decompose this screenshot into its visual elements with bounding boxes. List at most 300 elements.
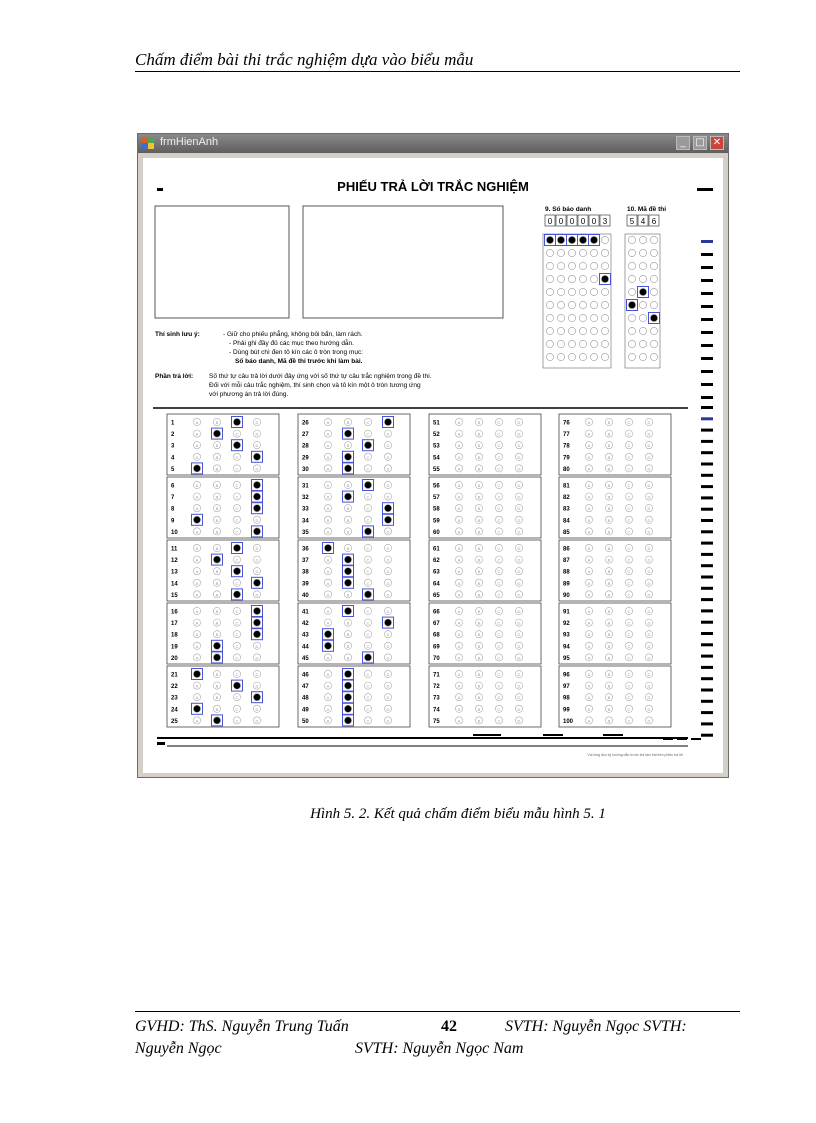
choice-letter: A (195, 580, 199, 586)
timing-mark (701, 711, 713, 714)
choice-letter: D (386, 494, 390, 500)
question-number: 37 (302, 558, 309, 565)
choice-letter: D (386, 672, 390, 677)
choice-letter: A (587, 494, 591, 500)
choice-letter: B (477, 431, 481, 437)
question-number: 15 (171, 592, 178, 599)
timing-mark (691, 738, 701, 740)
choice-letter: B (215, 454, 219, 460)
choice-letter: B (346, 517, 350, 523)
app-window (137, 133, 729, 778)
choice-letter: B (607, 580, 611, 586)
question-block (167, 540, 279, 601)
empty-bubble (639, 275, 646, 282)
choice-letter: B (477, 494, 481, 500)
choice-letter: D (647, 643, 651, 649)
choice-letter: C (497, 683, 501, 689)
empty-bubble (628, 275, 635, 282)
empty-bubble (579, 340, 586, 347)
timing-mark (701, 621, 713, 624)
empty-bubble (639, 353, 646, 360)
empty-bubble (557, 288, 564, 295)
question-block (559, 603, 671, 664)
choice-letter: C (366, 454, 370, 460)
choice-letter: A (457, 695, 461, 701)
choice-letter: C (366, 431, 370, 437)
empty-bubble (568, 327, 575, 334)
choice-letter: C (627, 672, 631, 677)
choice-letter: B (477, 620, 481, 626)
empty-bubble (639, 236, 646, 243)
choice-letter: D (255, 443, 259, 449)
choice-letter: C (497, 672, 501, 677)
choice-letter: A (587, 506, 591, 512)
question-number: 52 (433, 432, 440, 439)
choice-letter: C (497, 529, 501, 535)
question-number: 83 (563, 506, 570, 513)
choice-letter: C (366, 443, 370, 449)
empty-bubble (579, 301, 586, 308)
footer-svth-1: SVTH: Nguyễn Ngọc SVTH: (505, 1018, 687, 1035)
choice-letter: D (517, 466, 521, 472)
choice-letter: D (647, 466, 651, 472)
question-number: 59 (433, 518, 440, 525)
empty-bubble (568, 249, 575, 256)
choice-letter: C (627, 483, 631, 488)
choice-letter: D (386, 592, 390, 598)
choice-letter: A (587, 557, 591, 563)
choice-letter: D (517, 683, 521, 689)
choice-letter: D (647, 620, 651, 626)
choice-letter: A (587, 592, 591, 598)
choice-letter: D (517, 546, 521, 551)
choice-letter: D (647, 529, 651, 535)
choice-letter: C (497, 420, 501, 425)
choice-letter: A (587, 695, 591, 701)
choice-letter: A (195, 466, 199, 472)
timing-mark (701, 266, 713, 269)
choice-letter: A (195, 643, 199, 649)
question-number: 30 (302, 466, 309, 473)
choice-letter: C (627, 655, 631, 661)
choice-letter: B (477, 506, 481, 512)
choice-letter: D (647, 672, 651, 677)
empty-bubble (601, 288, 608, 295)
choice-letter: C (627, 580, 631, 586)
empty-bubble (650, 353, 657, 360)
empty-bubble (568, 301, 575, 308)
choice-letter: A (587, 718, 591, 724)
choice-letter: A (195, 454, 199, 460)
choice-letter: B (346, 529, 350, 535)
empty-bubble (557, 275, 564, 282)
choice-letter: D (517, 420, 521, 425)
choice-letter: C (235, 529, 239, 535)
choice-letter: B (215, 655, 219, 661)
minimize-button[interactable]: _ (676, 136, 690, 150)
timing-mark (701, 357, 713, 360)
question-number: 69 (433, 644, 440, 651)
choice-letter: C (366, 546, 370, 551)
choice-letter: A (326, 454, 330, 460)
choice-letter: A (587, 609, 591, 614)
choice-letter: B (477, 529, 481, 535)
empty-bubble (557, 353, 564, 360)
choice-letter: B (215, 443, 219, 449)
choice-letter: D (647, 592, 651, 598)
question-block (559, 414, 671, 475)
choice-letter: A (587, 546, 591, 551)
choice-letter: D (255, 683, 259, 689)
question-number: 48 (302, 695, 309, 702)
question-number: 41 (302, 609, 309, 616)
question-number: 19 (171, 644, 178, 651)
empty-bubble (568, 275, 575, 282)
choice-letter: A (195, 431, 199, 437)
choice-letter: C (627, 695, 631, 701)
question-number: 85 (563, 529, 570, 536)
question-number: 53 (433, 443, 440, 450)
choice-letter: A (587, 529, 591, 535)
question-number: 5 (171, 466, 175, 473)
digit-value: 0 (558, 217, 564, 226)
timing-mark (701, 463, 713, 466)
question-number: 29 (302, 455, 309, 462)
choice-letter: C (366, 517, 370, 523)
choice-letter: B (477, 632, 481, 638)
choice-letter: D (647, 569, 651, 575)
choice-letter: A (457, 506, 461, 512)
choice-letter: B (215, 483, 219, 488)
choice-letter: C (235, 609, 239, 614)
empty-bubble (568, 340, 575, 347)
window-titlebar (138, 134, 728, 153)
choice-letter: D (255, 718, 259, 724)
choice-letter: C (235, 420, 239, 425)
choice-letter: C (497, 494, 501, 500)
choice-letter: B (607, 420, 611, 425)
choice-letter: B (477, 580, 481, 586)
choice-letter: D (255, 454, 259, 460)
empty-bubble (590, 314, 597, 321)
question-block (429, 414, 541, 475)
choice-letter: A (457, 454, 461, 460)
choice-letter: A (587, 569, 591, 575)
question-block (429, 540, 541, 601)
choice-letter: D (517, 655, 521, 661)
choice-letter: C (497, 483, 501, 488)
question-number: 28 (302, 443, 309, 450)
choice-letter: D (647, 655, 651, 661)
timing-mark (701, 344, 713, 347)
choice-letter: D (255, 466, 259, 472)
choice-letter: A (457, 557, 461, 563)
choice-letter: D (386, 695, 390, 701)
choice-letter: D (386, 580, 390, 586)
choice-letter: C (627, 592, 631, 598)
choice-letter: B (607, 643, 611, 649)
choice-letter: B (477, 706, 481, 712)
choice-letter: C (497, 632, 501, 638)
question-number: 60 (433, 529, 440, 536)
question-number: 86 (563, 546, 570, 553)
question-number: 94 (563, 644, 570, 651)
choice-letter: D (517, 557, 521, 563)
maximize-button[interactable]: □ (693, 136, 707, 150)
choice-letter: B (215, 517, 219, 523)
timing-mark (701, 496, 713, 499)
question-number: 10 (171, 529, 178, 536)
timing-mark (701, 632, 713, 635)
question-number: 65 (433, 592, 440, 599)
choice-letter: D (647, 580, 651, 586)
choice-letter: C (627, 431, 631, 437)
question-number: 99 (563, 707, 570, 714)
timing-mark (701, 553, 713, 556)
choice-letter: A (457, 483, 461, 488)
timing-mark (701, 331, 713, 334)
empty-bubble (650, 275, 657, 282)
footer-gvhd: GVHD: ThS. Nguyễn Trung Tuấn (135, 1018, 349, 1035)
window-title: frmHienAnh (160, 136, 219, 148)
question-number: 9 (171, 518, 175, 525)
choice-letter: A (195, 592, 199, 598)
question-number: 95 (563, 655, 570, 662)
choice-letter: B (607, 466, 611, 472)
question-number: 97 (563, 684, 570, 691)
question-number: 6 (171, 483, 175, 490)
choice-letter: A (195, 557, 199, 563)
choice-letter: B (215, 557, 219, 563)
choice-letter: C (235, 431, 239, 437)
choice-letter: A (587, 632, 591, 638)
question-number: 75 (433, 718, 440, 725)
timing-mark (473, 734, 501, 736)
choice-letter: A (326, 506, 330, 512)
empty-bubble (650, 236, 657, 243)
choice-letter: B (607, 632, 611, 638)
page-header: Chấm điểm bài thi trắc nghiệm dựa vào biểu mẫu (135, 50, 474, 69)
choice-letter: B (477, 483, 481, 488)
choice-letter: C (235, 643, 239, 649)
question-number: 81 (563, 483, 570, 490)
choice-letter: D (255, 569, 259, 575)
choice-letter: C (497, 592, 501, 598)
choice-letter: B (346, 483, 350, 488)
question-number: 4 (171, 455, 175, 462)
choice-letter: C (366, 466, 370, 472)
timing-mark (701, 370, 713, 373)
choice-letter: C (235, 483, 239, 488)
question-number: 55 (433, 466, 440, 473)
choice-letter: C (366, 643, 370, 649)
timing-mark (701, 666, 713, 669)
choice-letter: A (457, 672, 461, 677)
choice-letter: A (457, 706, 461, 712)
question-number: 79 (563, 455, 570, 462)
signature-box (303, 206, 503, 318)
question-block (429, 666, 541, 727)
question-number: 2 (171, 432, 175, 439)
timing-mark (701, 564, 713, 567)
choice-letter: B (607, 609, 611, 614)
choice-letter: C (497, 443, 501, 449)
choice-letter: C (497, 655, 501, 661)
empty-bubble (601, 262, 608, 269)
choice-letter: A (326, 718, 330, 724)
empty-bubble (546, 327, 553, 334)
question-number: 12 (171, 558, 178, 565)
made-label: 10. Mã đề thi (627, 206, 667, 213)
choice-letter: A (457, 655, 461, 661)
choice-letter: B (477, 695, 481, 701)
choice-letter: C (497, 557, 501, 563)
question-number: 73 (433, 695, 440, 702)
question-number: 21 (171, 672, 178, 679)
empty-bubble (601, 314, 608, 321)
empty-bubble (590, 249, 597, 256)
choice-letter: B (215, 683, 219, 689)
empty-bubble (650, 288, 657, 295)
footer-svth-2: Nguyễn Ngọc (135, 1040, 222, 1057)
footer-rule (135, 1011, 740, 1012)
choice-letter: A (457, 569, 461, 575)
filled-bubble (568, 236, 575, 243)
choice-letter: B (346, 506, 350, 512)
choice-letter: D (255, 483, 259, 488)
choice-letter: C (627, 454, 631, 460)
empty-bubble (601, 249, 608, 256)
question-block (559, 666, 671, 727)
choice-letter: D (255, 643, 259, 649)
choice-letter: B (477, 569, 481, 575)
choice-letter: C (627, 557, 631, 563)
question-number: 72 (433, 684, 440, 691)
choice-letter: C (235, 706, 239, 712)
choice-letter: A (326, 672, 330, 677)
empty-bubble (546, 275, 553, 282)
note-line-4: Số báo danh, Mã đề thi trước khi làm bài. (235, 358, 363, 365)
choice-letter: A (587, 420, 591, 425)
choice-letter: A (195, 443, 199, 449)
choice-letter: B (215, 609, 219, 614)
choice-letter: B (346, 454, 350, 460)
empty-bubble (601, 353, 608, 360)
choice-letter: A (326, 431, 330, 437)
choice-letter: D (386, 557, 390, 563)
choice-letter: C (235, 506, 239, 512)
filled-bubble (579, 236, 586, 243)
empty-bubble (579, 314, 586, 321)
digit-value: 3 (602, 217, 608, 226)
choice-letter: A (457, 466, 461, 472)
choice-letter: B (215, 580, 219, 586)
choice-letter: A (587, 643, 591, 649)
empty-bubble (557, 301, 564, 308)
timing-mark (543, 734, 563, 736)
choice-letter: D (255, 529, 259, 535)
choice-letter: C (366, 420, 370, 425)
choice-letter: D (386, 632, 390, 638)
choice-letter: A (326, 655, 330, 661)
choice-letter: A (457, 609, 461, 614)
question-number: 84 (563, 518, 570, 525)
empty-bubble (639, 340, 646, 347)
question-number: 89 (563, 581, 570, 588)
choice-letter: C (627, 620, 631, 626)
choice-letter: C (366, 557, 370, 563)
choice-letter: B (607, 454, 611, 460)
timing-mark (701, 508, 713, 511)
question-number: 46 (302, 672, 309, 679)
choice-letter: A (587, 517, 591, 523)
choice-letter: A (195, 706, 199, 712)
empty-bubble (601, 327, 608, 334)
choice-letter: A (457, 718, 461, 724)
choice-letter: B (215, 546, 219, 551)
choice-letter: C (235, 632, 239, 638)
choice-letter: C (627, 517, 631, 523)
question-number: 61 (433, 546, 440, 553)
answer-sheet (143, 158, 723, 773)
choice-letter: D (386, 655, 390, 661)
choice-letter: C (366, 494, 370, 500)
choice-letter: B (215, 672, 219, 677)
question-number: 77 (563, 432, 570, 439)
empty-bubble (568, 314, 575, 321)
choice-letter: B (215, 431, 219, 437)
choice-letter: A (195, 632, 199, 638)
choice-letter: C (497, 718, 501, 724)
choice-letter: D (517, 529, 521, 535)
timing-mark (701, 305, 713, 308)
choice-letter: B (607, 695, 611, 701)
choice-letter: D (647, 494, 651, 500)
empty-bubble (568, 353, 575, 360)
timing-mark (701, 542, 713, 545)
choice-letter: B (215, 529, 219, 535)
question-number: 34 (302, 518, 309, 525)
filled-bubble (546, 236, 553, 243)
question-block (559, 540, 671, 601)
choice-letter: C (366, 655, 370, 661)
digit-value: 0 (580, 217, 586, 226)
empty-bubble (579, 249, 586, 256)
close-button[interactable]: ✕ (710, 136, 724, 150)
choice-letter: B (346, 592, 350, 598)
choice-letter: B (215, 420, 219, 425)
choice-letter: A (326, 632, 330, 638)
empty-bubble (590, 327, 597, 334)
timing-mark (701, 396, 713, 399)
choice-letter: B (477, 683, 481, 689)
choice-letter: B (607, 683, 611, 689)
choice-letter: C (497, 643, 501, 649)
choice-letter: B (477, 643, 481, 649)
choice-letter: B (215, 620, 219, 626)
choice-letter: A (326, 706, 330, 712)
question-number: 22 (171, 684, 178, 691)
empty-bubble (639, 314, 646, 321)
timing-mark (701, 279, 713, 282)
answer-text-2: Đối với mỗi câu trắc nghiệm, thí sinh chọn và tô kín một ô tròn tương ứng (209, 382, 421, 389)
choice-letter: C (497, 580, 501, 586)
choice-letter: A (587, 580, 591, 586)
answer-sheet-image (143, 158, 723, 773)
timing-mark (701, 689, 713, 692)
choice-letter: C (235, 454, 239, 460)
choice-letter: C (627, 506, 631, 512)
